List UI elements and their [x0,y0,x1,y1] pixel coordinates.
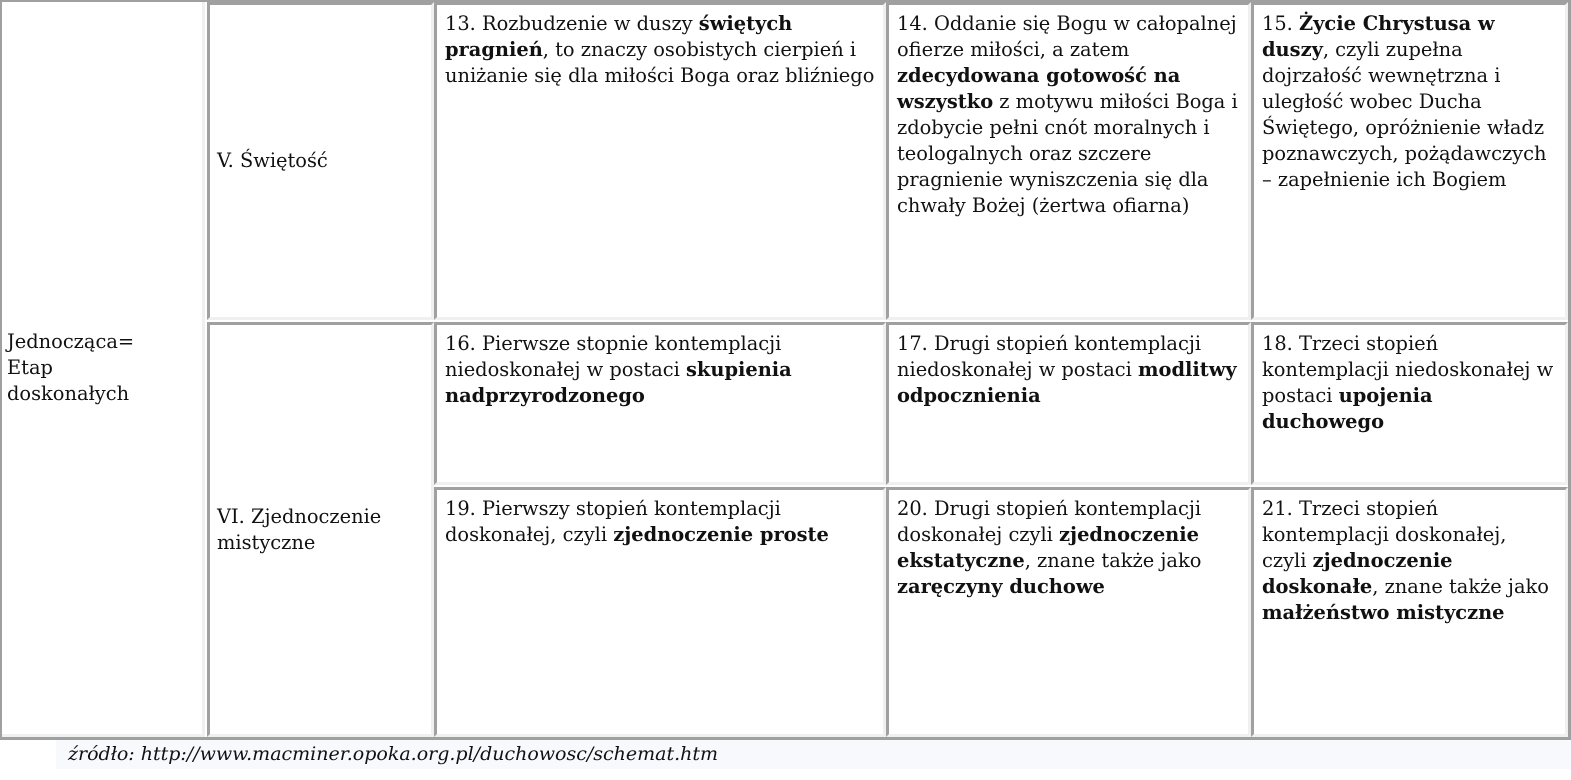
level-label: V. Świętość [217,149,328,172]
stage-label-line: Jednocząca= [7,330,135,353]
stage-cell-19 [434,487,886,737]
source-caption [56,740,1571,769]
cell-text [445,12,874,87]
body-text: , znane także jako [1372,575,1549,598]
emphasis-text: modlitwy odpocznienia [897,358,1237,407]
emphasis-text: małżeństwo mistyczne [1262,601,1505,624]
emphasis-text: Życie Chrystusa w duszy [1262,12,1495,61]
emphasis-text: upojenia duchowego [1262,384,1433,433]
cell-text [1262,12,1546,191]
body-text: z motywu miłości Boga i zdobycie pełni cnót moralnych i teologalnych oraz szczere pragnienie wyniszczenia się dla chwały Bożej (żertwa ofiarna) [897,90,1238,217]
emphasis-text: świętych pragnień [445,12,793,61]
source-text: źródło: http://www.macminer.opoka.org.pl/duchowosc/schemat.htm [68,743,719,765]
emphasis-text: zaręczyny duchowe [897,575,1105,598]
stage-cell-unitive [2,2,205,737]
stage-cell-18 [1251,322,1568,485]
body-text: , to znaczy osobistych cierpień i uniżanie się dla miłości Boga oraz bliźniego [445,38,875,87]
body-text: 16. Pierwsze stopnie kontemplacji niedoskonałej w postaci [445,332,782,381]
body-text: 18. Trzeci stopień kontemplacji niedoskonałej w postaci [1262,332,1554,407]
stage-cell-20 [886,487,1251,737]
level-cell-holiness [207,2,434,320]
level-cell-mystical-union [207,322,434,737]
stage-label [7,329,134,407]
emphasis-text: skupienia nadprzyrodzonego [445,358,792,407]
emphasis-text: zjednoczenie proste [613,523,829,546]
stage-cell-21 [1251,487,1568,737]
body-text: 21. Trzeci stopień kontemplacji doskonałej, czyli [1262,497,1507,572]
cell-text [897,12,1238,217]
body-text: 19. Pierwszy stopień kontemplacji doskonałej, czyli [445,497,781,546]
cell-text [1262,497,1549,624]
body-text: , znane także jako [1024,549,1202,572]
stage-label-line: doskonałych [7,382,130,405]
stage-cell-16 [434,322,886,485]
stage-cell-14 [886,2,1251,320]
cell-text [445,497,829,546]
stage-cell-15 [1251,2,1568,320]
body-text: 17. Drugi stopień kontemplacji niedoskonałej w postaci [897,332,1202,381]
body-text: , czyli zupełna dojrzałość wewnętrzna i uległość wobec Ducha Świętego, opróżnienie władz poznawczych, pożądawczych – zapełnienie ich Bogiem [1262,38,1547,191]
cell-text [897,332,1237,407]
stage-label-line: Etap [7,356,53,379]
stage-cell-17 [886,322,1251,485]
emphasis-text: zdecydowana gotowość na wszystko [897,64,1181,113]
emphasis-text: zjednoczenie doskonałe [1262,549,1453,598]
stage-cell-13 [434,2,886,320]
body-text: 13. Rozbudzenie w duszy [445,12,699,35]
cell-text [897,497,1201,598]
body-text: 15. [1262,12,1300,35]
cell-text [1262,332,1553,433]
body-text: 14. Oddanie się Bogu w całopalnej ofierze miłości, a zatem [897,12,1237,61]
body-text: 20. Drugi stopień kontemplacji doskonałej czyli [897,497,1202,546]
emphasis-text: zjednoczenie ekstatyczne [897,523,1199,572]
cell-text [445,332,792,407]
level-label: VI. Zjednoczenie mistyczne [217,504,382,554]
